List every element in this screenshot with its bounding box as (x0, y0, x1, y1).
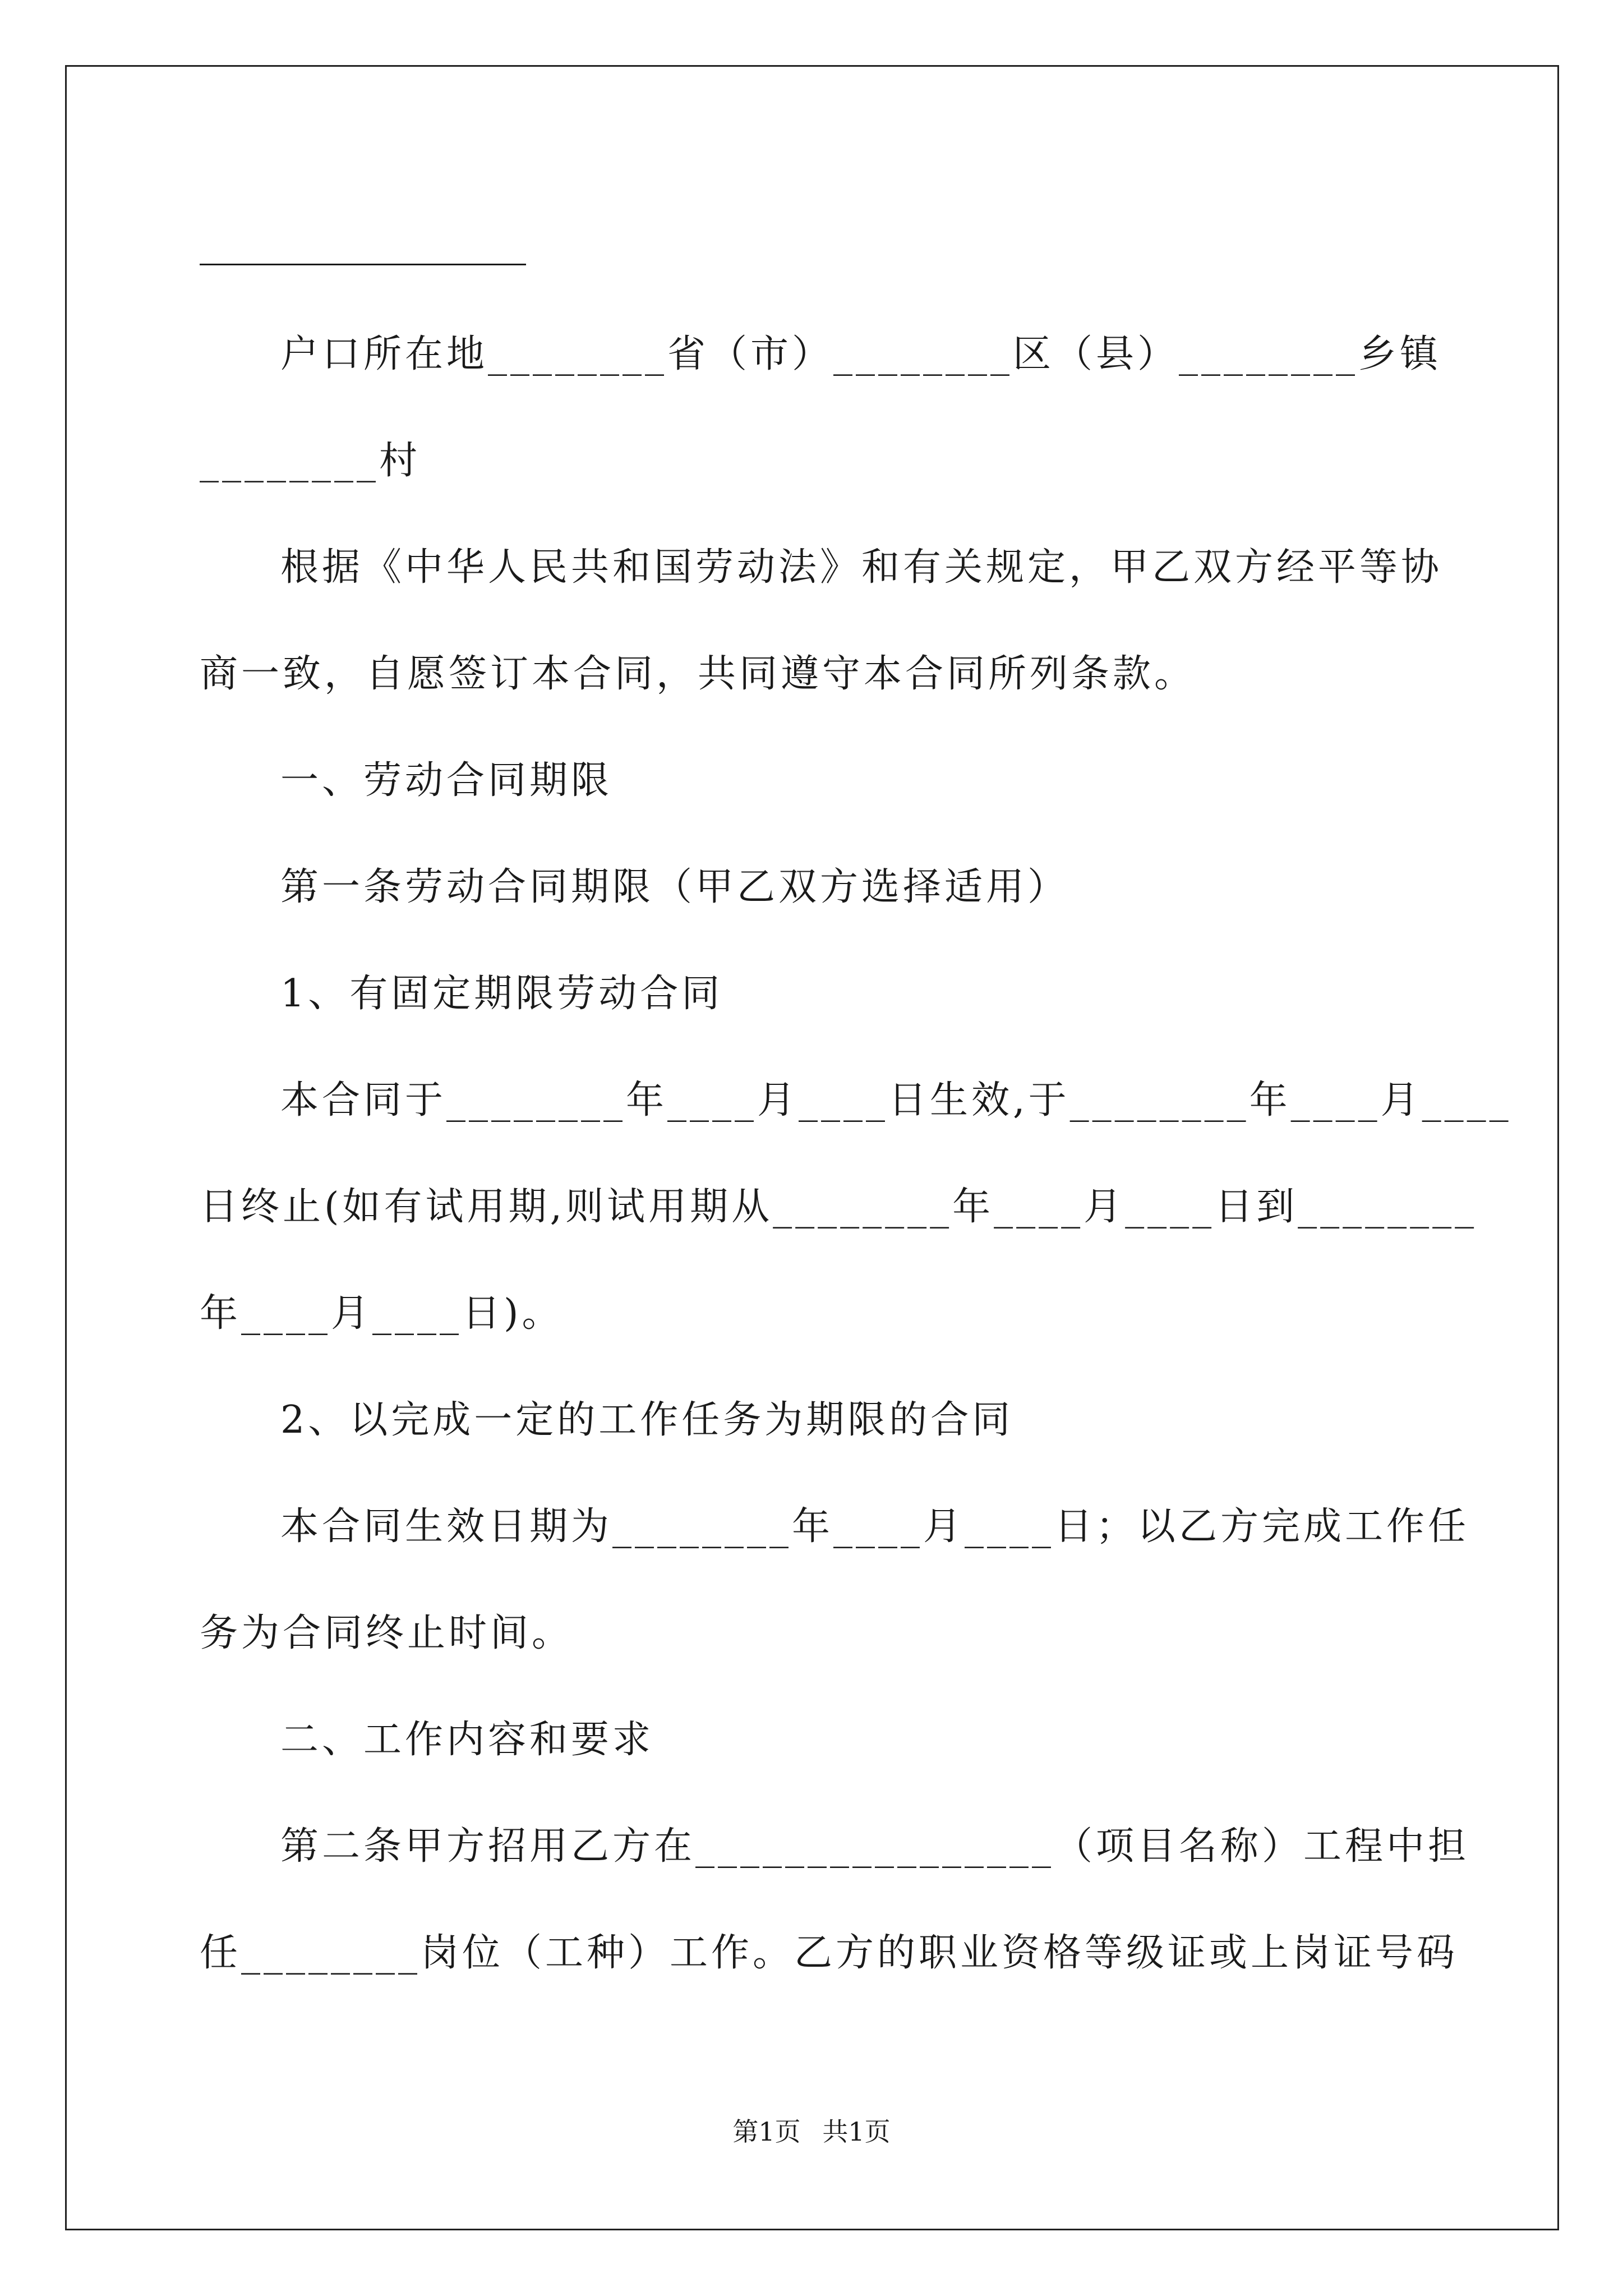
page-footer (0, 2116, 1623, 2147)
section-heading-1: 一、劳动合同期限 (280, 758, 613, 803)
fixed-term-line-2: 日终止(如有试用期,则试用期从________年____月____日到________ (200, 1185, 1478, 1229)
preamble-line-1: 根据《中华人民共和国劳动法》和有关规定，甲乙双方经平等协 (280, 545, 1443, 590)
preamble-line-2: 商一致，自愿签订本合同，共同遵守本合同所列条款。 (200, 652, 1196, 696)
page-frame (65, 65, 1559, 2230)
page-total: 共1页 (822, 2116, 891, 2147)
page-number: 第1页 (732, 2116, 801, 2147)
household-location-line: 户口所在地________省（市）________区（县）________乡镇 (280, 332, 1442, 376)
article-2-line-2: 任________岗位（工种）工作。乙方的职业资格等级证或上岗证号码 (200, 1931, 1459, 1975)
article-1-title: 第一条劳动合同期限（甲乙双方选择适用） (280, 865, 1069, 909)
fixed-term-line-3: 年____月____日)。 (200, 1291, 564, 1336)
article-2-line-1: 第二条甲方招用乙方在________________（项目名称）工程中担 (280, 1824, 1470, 1869)
blank-underline (200, 264, 526, 265)
fixed-term-line-1: 本合同于________年____月____日生效,于________年____月____ (280, 1078, 1512, 1122)
item-1-title: 1、有固定期限劳动合同 (280, 972, 723, 1016)
section-heading-2: 二、工作内容和要求 (280, 1718, 654, 1762)
village-line: ________村 (200, 439, 421, 483)
item-2-title: 2、以完成一定的工作任务为期限的合同 (280, 1398, 1014, 1442)
task-term-line-2: 务为合同终止时间。 (200, 1611, 574, 1655)
task-term-line-1: 本合同生效日期为________年____月____日；以乙方完成工作任 (280, 1504, 1470, 1549)
